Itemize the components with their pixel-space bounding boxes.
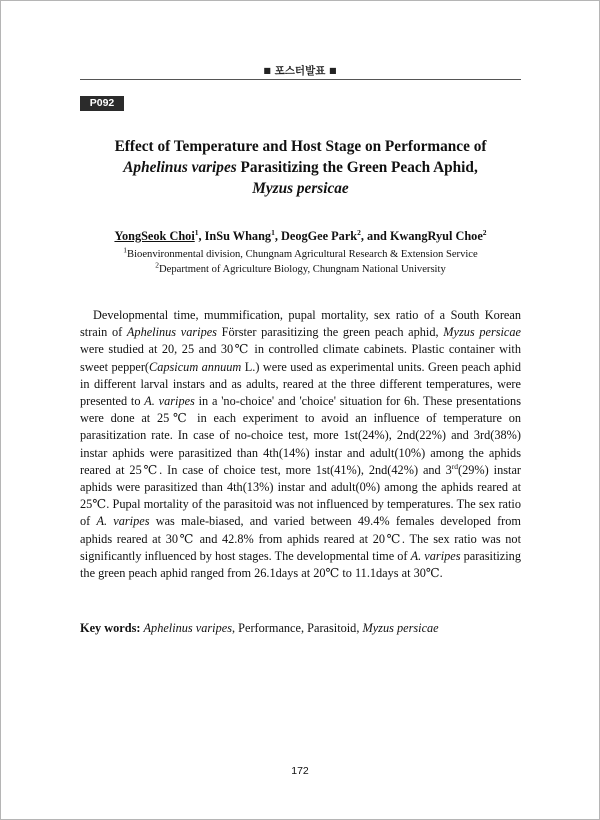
title-species: Aphelinus varipes — [123, 159, 237, 176]
keyword-item: Aphelinus varipes — [143, 621, 232, 635]
keyword-item: Myzus persicae — [362, 621, 439, 635]
abstract — [80, 307, 521, 582]
title-line-2 — [80, 157, 521, 178]
author-name: YongSeok Choi — [114, 229, 195, 243]
square-bullet-icon: ■ — [263, 66, 271, 75]
title-line-1: Effect of Temperature and Host Stage on Performance of — [114, 138, 487, 155]
abstract-text: rd — [451, 461, 459, 471]
paper-title — [80, 136, 521, 199]
abstract-text: Förster parasitizing the green peach aphid, — [216, 325, 444, 340]
title-line-2-text: Parasitizing the Green Peach Aphid, — [236, 159, 478, 176]
abstract-text: L.) were used as experimental units. Green peach aphid in different larval instars and as adults, reared at the three different temperatures, were presented to — [80, 359, 522, 409]
poster-id-badge: P092 — [80, 96, 124, 111]
species-name: A. varipes — [96, 514, 150, 529]
author-name: InSu Whang — [204, 229, 272, 243]
author-list: YongSeok Choi$^1$, InSu Whang$^1$, DeogGee Park$^2$, and KwangRyul Choe$^2$ — [114, 227, 487, 243]
author-affiliation-mark: 1 — [194, 227, 199, 237]
section-header-label: 포스터발표 — [274, 65, 326, 77]
species-name: A. varipes — [410, 548, 461, 563]
affiliation-mark: 2 — [155, 259, 159, 269]
title-species-host: Myzus persicae — [252, 180, 349, 197]
abstract-text: (29%) instar aphids were parasitized than 4th(13%) instar and adult(0%) among the aphids reared at 25℃. Pupal mortality of the parasitoid was not influenced by temperatures. The sex ratio of — [80, 462, 521, 529]
header-rule — [80, 79, 521, 80]
abstract-text: were studied at 20, 25 and 30℃ in controlled climate cabinets. Plastic container with sweet pepper( — [80, 342, 521, 374]
abstract-text: in a 'no-choice' and 'choice' situation for 6h. These presentations were done at 25℃ in each experiment to avoid an influence of temperature on parasitization rate. In case of no-choice test, more 1st(24%), 2nd(22%) and 3rd(38%) instar aphids were parasitized than 4th(14%) instar and adult(10%) among the aphids reared at 25℃. In case of choice test, more 1st(41%), 2nd(42%) and 3 — [80, 394, 521, 477]
species-name: Myzus persicae — [443, 325, 521, 340]
author-name: DeogGee Park — [280, 229, 358, 243]
species-name: Aphelinus varipes — [126, 325, 217, 340]
species-name: Capsicum annuum — [149, 359, 242, 374]
author-affiliation-mark: 2 — [357, 227, 361, 237]
section-header — [0, 63, 600, 78]
author-affiliation-mark: 1 — [271, 227, 275, 237]
keywords-label: Key words: — [80, 621, 141, 635]
affiliation-text: Bioenvironmental division, Chungnam Agricultural Research & Extension Service — [127, 249, 478, 260]
abstract-paragraph — [80, 307, 521, 582]
author-name: KwangRyul Choe — [389, 229, 483, 243]
keywords: Key words: Aphelinus varipes, Performance, Parasitoid, Myzus persicae — [80, 621, 439, 635]
abstract-text: parasitizing the green peach aphid ranged from 26.1days at 20℃ to 11.1days at 30℃. — [80, 548, 521, 581]
title-line-3 — [80, 178, 521, 199]
affiliation-line — [80, 259, 521, 278]
abstract-text: was male-biased, and varied between 49.4% females developed from aphids reared at 30℃ and 42.8% from aphids reared at 20℃. The sex ratio was not significantly influenced by host stages. The developmental time of — [80, 514, 521, 563]
affiliation-list — [80, 245, 521, 277]
affiliation-line — [80, 245, 521, 263]
abstract-text: Developmental time, mummification, pupal mortality, sex ratio of a South Korean strain of — [80, 308, 521, 340]
species-name: A. varipes — [144, 394, 195, 409]
keyword-item: Parasitoid — [307, 621, 357, 635]
square-bullet-icon: ■ — [329, 66, 337, 75]
page-number: 172 — [291, 765, 309, 777]
keyword-item: Performance — [238, 621, 301, 635]
affiliation-text: Department of Agriculture Biology, Chungnam National University — [158, 263, 446, 275]
affiliation-mark: 1 — [123, 245, 128, 255]
author-affiliation-mark: 2 — [482, 227, 487, 237]
